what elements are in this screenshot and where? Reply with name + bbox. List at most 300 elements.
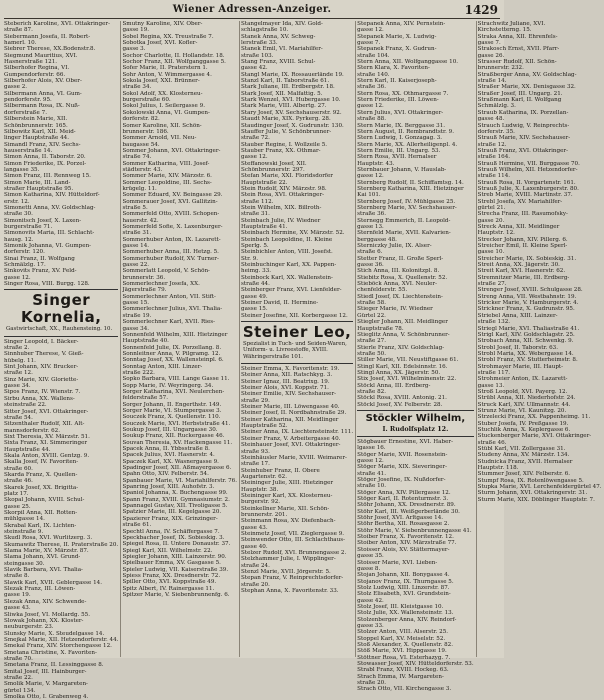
ad-name: Singer Kornelia,	[20, 291, 102, 327]
directory-entry: gasse 7.	[357, 40, 381, 47]
directory-entry: Sommerlechner Karl, XVII. Ries-	[122, 319, 216, 326]
directory-entry: Strebl Josefa, XV. Mariahilfer-	[477, 198, 563, 205]
directory-entry: Spanring Josef, XIII. Auhofstr. 3.	[122, 484, 215, 491]
directory-entry: Stojanov Franz, IX. Thurngasse 5.	[357, 578, 454, 585]
directory-entry: straße 31.	[241, 211, 270, 218]
directory-entry: Stoisser Marie, XVI. Lieben-	[357, 559, 438, 566]
directory-entry: Stübl Karl, VII. Zollergasse 31.	[477, 446, 566, 453]
directory-entry: gasse 42.	[241, 65, 268, 72]
directory-entry: Steiner Alois, XVI. Koppstr. 71.	[241, 385, 329, 392]
directory-entry: gasse 13.	[477, 382, 505, 389]
directory-entry: straße 30.	[4, 211, 33, 218]
directory-entry: Stern Emilie, III. Ungarg. 53.	[357, 147, 441, 154]
directory-entry: straße 114.	[477, 173, 511, 180]
directory-entry: Strohmeier Anton, IX. Lazarett-	[477, 376, 568, 383]
directory-entry: straße 29.	[241, 397, 270, 404]
directory-entry: Stöhr Johann, XX. Dresdnerstr. 89.	[357, 502, 456, 509]
directory-entry: burgerstraße 71.	[4, 224, 53, 230]
directory-entry: Strenger Josef, XVIII. Schulgasse 28.	[477, 287, 583, 294]
directory-entry: Stangelmayer Ida, XIV. Gold-	[241, 21, 323, 27]
directory-entry: Sommer Leopoldine, III. Sechs-	[122, 179, 212, 186]
directory-entry: Spahn Otto, XIV. Felberstr. 54.	[122, 471, 209, 478]
directory-entry: gasse 25.	[4, 503, 31, 510]
directory-entry: Steinhäusler Marie, XVIII. Weimarer-	[241, 454, 347, 461]
directory-entry: Kai 101.	[357, 192, 381, 199]
directory-entry: straße 36.	[357, 84, 387, 91]
directory-entry: Spiegel Rosa, II. Untere Donaustr. 37.	[122, 541, 231, 548]
directory-entry: brunnerstr. 36.	[122, 274, 166, 281]
directory-entry: Stieger Marie, IV. Wiedner	[357, 306, 433, 313]
directory-entry: Strauß Hermine, VII. Burggasse 70.	[477, 160, 580, 167]
directory-entry: Silbowitz Karl, XII. Meid-	[4, 128, 76, 135]
directory-entry: Stanzl Karl, II. Taborstraße 61.	[241, 78, 330, 85]
directory-entry: Sommer Eduard, XV. Beingasse 29.	[122, 192, 223, 199]
directory-entry: gürtel 21.	[477, 204, 506, 211]
directory-entry: Spaniol Johanna, X. Buchengasse 99.	[122, 490, 228, 497]
directory-entry: lerstraße 33.	[241, 40, 278, 47]
directory-entry: Strach Emma, IV. Margareten-	[357, 673, 444, 680]
directory-entry: berggasse 48.	[357, 236, 397, 243]
directory-entry: Skarda Franz, X. Quellen-	[4, 471, 78, 478]
directory-entry: gasse 19.	[122, 27, 150, 34]
directory-entry: Streit Karl, XVI. Hasnerstr. 62.	[477, 268, 566, 275]
directory-entry: gasse 2.	[4, 84, 28, 91]
directory-entry: Studnicka Franz, XVII. Hernalser	[477, 458, 573, 465]
directory-entry: Stiedl Josef, IX. Liechtenstein-	[357, 293, 443, 300]
directory-entry: Stolz Elisabeth, XVI. Grundstein-	[357, 591, 451, 598]
directory-entry: Sint Johann, XIV. Brucker-	[4, 364, 79, 371]
directory-entry: Stern Rosa, XX. Othmargasse 7.	[357, 90, 449, 97]
directory-entry: straße 12.	[4, 370, 33, 377]
directory-entry: gürtel 134.	[4, 687, 36, 694]
directory-entry: Strzelecki Franz, XX. Pappenheimg. 11.	[477, 414, 591, 421]
directory-entry: Stögbauer Ernestine, XVI. Haber-	[357, 438, 453, 445]
directory-entry: Sohr Anton, V. Wimmergasse 4.	[122, 71, 212, 78]
directory-entry: straße 74.	[122, 154, 152, 161]
directory-entry: Sommerhuber Anna, III. Hetzg. 5.	[122, 249, 219, 256]
directory-entry: Steiner Marie, III. Löwengasse 40.	[241, 404, 340, 411]
directory-entry: Strabl Franz, XVIII. Hockeg. 63.	[357, 667, 449, 674]
directory-entry: straße 58.	[357, 300, 387, 307]
directory-entry: Smejkal Marie, XII. Hetzendorferstr. 44.	[4, 636, 119, 643]
directory-entry: Smekal Franz, XIV. Storchengasse 12.	[4, 643, 112, 650]
directory-entry: Siebermann Josefa, II. Robert-	[4, 33, 91, 40]
directory-entry: Sommerlechner Josefa, XX.	[122, 281, 200, 288]
directory-entry: gasse 12.	[357, 173, 384, 180]
directory-entry: Stepan Franz, V. Reinprechtsdorfer-	[241, 575, 344, 582]
directory-entry: Sochor Franz, XII. Wolfganggasse 5.	[122, 59, 226, 66]
directory-entry: Slowak Johann, XX. Kloster-	[4, 617, 84, 624]
directory-entry: Sperlg. 5.	[241, 243, 269, 250]
directory-entry: Streit Anna, XX. Jägerstr. 30.	[477, 262, 560, 269]
directory-entry: straße 72.	[241, 135, 270, 142]
directory-entry: Spechtl Anna, IV. Schäffergasse 7.	[122, 528, 220, 535]
directory-entry: Stenzl Marie, XVII. Jörgerstr. 5.	[241, 569, 331, 576]
directory-entry: Striebel Anna, XIII. Lainzer-	[477, 312, 558, 319]
directory-entry: Stierle Franz, XIV. Goldschlag-	[357, 344, 445, 351]
directory-entry: Strauß Julie, X. Laxenburgerstr. 80.	[477, 185, 579, 192]
directory-entry: gasse 12.	[357, 103, 384, 110]
directory-entry: krügelg. 11.	[122, 185, 157, 192]
directory-entry: Strachwitz Juliane, XVI.	[477, 21, 546, 27]
directory-entry: brunnerstr. 232.	[477, 65, 524, 72]
directory-entry: Stefan Marie, XXI. Floridsdorfer	[241, 173, 333, 180]
directory-entry: gasse 34.	[122, 325, 150, 332]
directory-entry: Sterniczky Julie, IX. Alser-	[357, 243, 432, 250]
directory-entry: straße 70.	[4, 655, 33, 662]
directory-entry: Straßer Josef, III. Ungarg. 21.	[477, 90, 563, 97]
directory-entry: Spacek Anna, II. Ybbsstraße 8.	[122, 446, 210, 453]
directory-entry: Schmälzlg. 3.	[477, 103, 516, 110]
directory-entry: Sinz Marie, XIV. Gloriette-	[4, 376, 79, 383]
directory-entry: gasse 34.	[4, 383, 31, 390]
directory-entry: Hauptstr. 43.	[357, 160, 395, 167]
directory-entry: Sommer Johann, XVI. Ottakringer-	[122, 147, 221, 154]
directory-entry: Skalla Josef, IV. Favoriten-	[4, 459, 79, 466]
directory-entry: Sinnhuber Therese, V. Gieß-	[4, 351, 84, 358]
directory-entry: straße 12.	[477, 141, 507, 148]
directory-entry: Slavik Barbara, XVI. Thalia-	[4, 567, 83, 574]
directory-entry: Sliwka Josef, VI. Mollardg. 55.	[4, 611, 91, 618]
directory-entry: Strobl Franz, XV. Stutterheimstr. 8.	[477, 357, 578, 364]
directory-entry: straße 112.	[241, 198, 274, 205]
directory-entry: straße 24.	[241, 562, 270, 569]
directory-entry: Stanek Emil, VI. Mariahilfer-	[241, 46, 323, 53]
directory-entry: Sommerauer Josef, XVI. Gallitzin-	[122, 198, 218, 205]
directory-entry: Sinkovits Franz, XV. Feld-	[4, 268, 77, 275]
directory-entry: gasse 48.	[477, 116, 505, 123]
directory-entry: straße 41.	[357, 470, 387, 477]
directory-entry: straße 103.	[241, 52, 274, 59]
directory-entry: Sonntag Anton, XIII. Linzer-	[122, 363, 203, 370]
directory-entry: Steiner Katharina, XII. Meidlinger	[241, 416, 339, 423]
directory-entry: Steinbach Leopoldine, II. Kleine	[241, 236, 333, 243]
directory-entry: Stöhr Marie, V. Siebenbrunnengasse 41.	[357, 527, 472, 534]
directory-entry: Sturm Johann, XVI. Ottakringerstr. 31.	[477, 490, 588, 497]
directory-entry: straße 10.	[357, 483, 387, 490]
directory-entry: Steinmetz Josef, VII. Zieglergasse 9.	[241, 530, 345, 537]
directory-entry: Sommerfeld Sofie, X. Laxenburger-	[122, 224, 223, 230]
directory-entry: straße 46.	[4, 478, 33, 485]
column-1	[4, 21, 121, 700]
directory-entry: Silberhofer Alois, XV. Ober-	[4, 78, 82, 85]
directory-entry: Stöckl Josef, XV. Felberstr. 28.	[357, 401, 443, 408]
directory-entry: Skopal Johann, XVIII. Schul-	[4, 497, 85, 504]
directory-entry: Str. 9.	[241, 255, 259, 262]
directory-entry: Strobach Anna, XII. Schwenkg. 9.	[477, 338, 574, 345]
directory-entry: Sonnleitner Anna, V. Pilgramg. 12.	[122, 350, 221, 357]
directory-entry: gasse 10.	[477, 249, 505, 256]
directory-entry: Sommerhuber Anton, IX. Lazarett-	[122, 236, 221, 243]
directory-entry: Stangl Marie, IX. Rossauerlände 19.	[241, 71, 344, 78]
directory-entry: Stern Karl, II. Kaiserjoseph-	[357, 78, 437, 85]
directory-entry: Slama Johann, XVI. Grund-	[4, 554, 81, 561]
directory-entry: Stetter Franz, II. Große Sperl-	[357, 255, 444, 262]
directory-entry: dorferstr. 120.	[4, 249, 45, 256]
directory-entry: Stark Wenzel, XVI. Hubergasse 10.	[241, 97, 341, 104]
directory-entry: mannsdorferstr. 62.	[4, 427, 61, 434]
directory-entry: hauserstraße 14.	[4, 147, 53, 154]
directory-entry: Silberstein Marie, XII.	[4, 116, 68, 123]
directory-entry: dorferstr. 82.	[122, 116, 160, 123]
directory-entry: Steinkellner Marie, XII. Schön-	[241, 505, 330, 512]
directory-entry: Stingl Anna, XX. Jägerstr. 50.	[357, 369, 441, 376]
directory-entry: Soukup Josef, III. Ungargasse 30.	[122, 427, 218, 433]
directory-entry: Silberhofer Regina, VI.	[4, 65, 70, 72]
advertisement-steiner	[241, 321, 353, 364]
directory-entry: Steiner Franz, V. Arbeitergasse 40.	[241, 435, 341, 442]
directory-entry: Slama Marie, XV. Märzstr. 87.	[4, 548, 89, 555]
directory-entry: Stein Rudolf, XIV. Märzstr. 98.	[241, 185, 327, 192]
directory-entry: Sorger Johann, II. Engerthstr. 149.	[122, 401, 222, 408]
directory-entry: Sonntag Josef, XX. Wallensteinpl. 6.	[122, 357, 224, 364]
directory-entry: gasse 43.	[241, 524, 268, 531]
directory-entry: gasse 42.	[357, 597, 384, 604]
directory-entry: Stummer Josef, XIV. Felberstr. 6.	[477, 471, 571, 478]
directory-entry: Skudl Rosa, XVI. Wurlitzerg. 3.	[4, 535, 93, 542]
directory-entry: Simon Friederike, IX. Porzel-	[4, 160, 87, 167]
directory-entry: Steinberger Franz, XVI. Lienfelder-	[241, 287, 342, 294]
directory-entry: Skala Anton, XVIII. Gentzg. 9.	[4, 452, 90, 459]
directory-entry: Stöß Marie, XVI. Hippgasse 19.	[357, 648, 447, 655]
directory-entry: Sommerhuber Rudolf, XV. Turner-	[122, 255, 219, 262]
directory-entry: Steinbock Karl, XX. Wallenstein-	[241, 274, 333, 281]
directory-entry: Sixta Franz, XI. Simmeringer	[4, 440, 88, 447]
directory-entry: straße 5.	[122, 204, 148, 211]
directory-entry: Sommerfeld Otto, XVIII. Schopen-	[122, 211, 220, 218]
directory-entry: Straub Katharina, IX. Porzellan-	[477, 109, 569, 116]
directory-entry: straße 31.	[122, 230, 152, 237]
directory-entry: Studeny Anna, XV. Märzstr. 134.	[477, 452, 570, 459]
directory-entry: Steinmann Rosa, XV. Diefenbach-	[241, 518, 336, 525]
directory-entry: gasse 12.	[241, 154, 268, 161]
directory-entry: Steinbuchinger Karl, XX. Pappen-	[241, 262, 337, 269]
directory-entry: straße 93.	[241, 448, 270, 455]
directory-entry: Stöckl Anna, III. Erdberg-	[357, 382, 431, 389]
directory-entry: Stöhr Bertha, XII. Rosasgasse 2.	[357, 521, 450, 528]
directory-entry: Sochor Charlotte, II. Hollandstr. 18.	[122, 52, 225, 59]
directory-entry: Slawik Karl, XVII. Geblergasse 14.	[4, 579, 103, 586]
directory-entry: Sokol Adolf, XX. Klosterneu-	[122, 90, 203, 97]
ad-text: Gastwirtschaft, XX., Rauhensteing. 10.	[6, 326, 113, 333]
directory-entry: Stöhr Josef, XVI. Arltgasse 14.	[357, 515, 444, 522]
directory-entry: Stauber Franz, XX. Othmar-	[241, 147, 321, 154]
directory-entry: Sipos Franz, IV. Wienstr. 7.	[4, 389, 81, 396]
directory-entry: Silbermann Rosa, IX. Nuß-	[4, 103, 80, 110]
directory-entry: Spitz Albert, IV. Rainergasse 11.	[122, 585, 215, 592]
directory-entry: Schmälzlg. 17.	[4, 262, 46, 269]
directory-entry: straße 8.	[4, 573, 30, 580]
directory-entry: Smolka Otto, I. Grabenweg 4.	[4, 693, 89, 700]
directory-entry: Smutny Karoline, XIV. Ober-	[122, 21, 203, 27]
ad-name: Stöckler Wilhelm,	[365, 412, 466, 424]
directory-entry: Strach Otto, VII. Kirchengasse 3.	[357, 686, 452, 693]
directory-entry: Sobel Regina, XX. Treustraße 7.	[122, 33, 214, 40]
directory-entry: Strauß Marie, XIV. Sechshauser-	[477, 135, 571, 142]
directory-entry: Stark Marie, VIII. Albertg. 27.	[241, 103, 327, 110]
directory-entry: Stauber Regine, I. Wollzeile 5.	[241, 141, 328, 148]
directory-entry: Simon Franz, III. Rennweg 15.	[4, 173, 91, 180]
directory-entry: gasse 36.	[357, 262, 384, 269]
directory-entry: Stepanek Franz, X. Gudrun-	[357, 46, 437, 53]
directory-entry: hauerstr. 42.	[122, 217, 159, 224]
directory-entry: Steinwender Otto, III. Schlachthaus-	[241, 537, 345, 544]
directory-entry: Stoisser Alois, XV. Stättermayer-	[357, 546, 450, 553]
directory-entry: Stuchlik Anna, X. Keplergasse 6.	[477, 427, 571, 433]
directory-entry: Strecker Johann, XIV. Pillerg. 6.	[477, 236, 568, 243]
directory-entry: Somer Karoline, XII. Schön-	[122, 122, 202, 129]
directory-entry: Steiner Ignaz, III. Beatrixg. 19.	[241, 378, 330, 385]
directory-entry: heimg. 33.	[241, 268, 272, 275]
directory-entry: straße 88.	[357, 116, 387, 123]
directory-entry: straße 20.	[241, 581, 270, 588]
directory-entry: Sommer Marie, XIV. Märzstr. 6.	[122, 173, 212, 180]
directory-entry: gasse 35.	[357, 553, 384, 560]
directory-entry: neuburgerstr. 23.	[4, 624, 54, 631]
page-header	[4, 4, 500, 19]
directory-entry: gasse 3.	[122, 46, 146, 53]
directory-entry: dorferstr. 35.	[477, 128, 515, 135]
directory-entry: straße 87.	[4, 27, 33, 34]
directory-entry: Strasser Rudolf, XII. Schön-	[477, 59, 557, 66]
directory-entry: Stricker Marie, V. Hamburgerstr. 4.	[477, 300, 579, 307]
directory-entry: Sturm Marie, XIX. Döblinger Hauptstr. 7.	[477, 496, 595, 503]
directory-entry: burgerstraße 60.	[122, 97, 171, 104]
directory-entry: Spatzier Marie, III. Kegelgasse 20.	[122, 509, 222, 516]
directory-entry: Spiller Otto, XVI. Koppstraße 49.	[122, 579, 217, 586]
directory-entry: Stöger Marie, XVII. Rosenstein-	[357, 451, 448, 458]
directory-entry: Spazierer Franz, XIX. Grinzinger-	[122, 515, 218, 522]
directory-entry: Stern Anna, XII. Wolfganggasse 10.	[357, 59, 459, 66]
directory-entry: straße 117.	[477, 369, 511, 376]
directory-entry: Stupka Marie, XVI. Lerchenfeldergürtel 47.	[477, 484, 602, 491]
directory-entry: Steinbach Hermine, XV. Märzstr. 52.	[241, 230, 345, 237]
directory-entry: Gumpendorferstr. 66.	[4, 71, 66, 78]
directory-entry: Spiegler Johann, XIII. Lainzerstr. 90.	[122, 553, 227, 560]
directory-entry: straße 82.	[357, 388, 387, 395]
column-3	[241, 21, 356, 657]
directory-entry: Steininger Karl, XX. Klosterneu-	[241, 492, 333, 499]
directory-entry: gasse 19.	[4, 592, 31, 599]
directory-entry: steinstraße 22.	[4, 402, 47, 409]
directory-entry: steinstraße 9.	[4, 529, 44, 536]
directory-entry: Spanbauer Marie, VI. Mariahilferstr. 76.	[122, 477, 237, 484]
directory-entry: gasse 15.	[241, 306, 268, 313]
directory-entry: gasse 8.	[357, 565, 381, 572]
directory-entry: Simonik Johanna, VI. Gumpen-	[4, 243, 92, 250]
page-number: 1429	[464, 3, 498, 17]
directory-entry: Spaczek Karl, XX. Wasnergasse 9.	[122, 458, 219, 465]
directory-entry: Stary Josef, XV. Sechshauserstr. 92.	[241, 109, 342, 116]
directory-entry: Stöger Karl, II. Rotenturmstr. 3.	[357, 496, 449, 503]
directory-entry: gasse 12.	[4, 274, 31, 281]
directory-entry: platz 17.	[4, 490, 29, 497]
directory-entry: Steinhuber Franz, II. Obere	[241, 467, 320, 474]
directory-entry: Stich Anna, III. Kolonitzpl. 8.	[357, 268, 440, 275]
directory-entry: gasse 26.	[477, 52, 505, 59]
ad-address: I. Rudolfsplatz 12.	[382, 424, 449, 433]
directory-entry: gasse 7.	[477, 40, 501, 47]
directory-entry: Hauptstraße 22.	[241, 179, 288, 186]
directory-entry: gasse 13.	[357, 224, 384, 230]
directory-entry: Stremnitzer Marie, III. Erdberg-	[477, 274, 570, 281]
directory-entry: straße 222.	[122, 369, 155, 376]
directory-entry: Striegl Marie, XVI. Thaliastraße 41.	[477, 325, 580, 332]
directory-entry: Sternfeld Marie, XVII. Kalvarien-	[357, 230, 451, 237]
directory-entry: straße 46.	[477, 439, 507, 446]
directory-entry: Streb Marie, XVIII. Martinstr. 37.	[477, 192, 573, 199]
directory-entry: Streck Anna, XII. Meidlinger	[477, 224, 560, 230]
directory-entry: Stieglitz Anna, V. Schönbrunner-	[357, 331, 450, 338]
directory-entry: Stöhr Karl, III. Weißgerberlände 30.	[357, 508, 460, 515]
directory-entry: Steiner Anna, IX. Liechtensteinstr. 111.	[241, 429, 354, 436]
directory-entry: Slunsky Marie, X. Steudelgasse 14.	[4, 630, 105, 637]
directory-entry: baugasse 54.	[122, 141, 160, 148]
directory-entry: Straßberger Anna, XV. Goldschlag-	[477, 71, 577, 78]
directory-entry: Hauptstraße 52.	[241, 423, 288, 430]
column-2	[122, 21, 240, 657]
directory-entry: Strübl Anna, XII. Niederhofstr. 24.	[477, 395, 576, 402]
directory-entry: Stowasser Josef, XIV. Hütteldorferstr. 53.	[357, 661, 474, 667]
directory-entry: straße 2.	[4, 345, 30, 352]
directory-entry: Sitzenthaler Rudolf, XII. Alt-	[4, 421, 85, 428]
directory-entry: Sokolowski Anna, VI. Gumpen-	[122, 109, 210, 116]
directory-entry: Strobl Josef, II. Taborstr. 63.	[477, 344, 558, 351]
directory-entry: Stingl Karl, XII. Edelsinnstr. 16.	[357, 363, 448, 370]
directory-entry: linger Hauptstraße 44.	[4, 135, 70, 142]
directory-entry: lgasse 16.	[357, 445, 386, 452]
directory-entry: straße 22.	[4, 674, 33, 681]
directory-entry: Steiner David, II. Hermine-	[241, 300, 319, 307]
directory-entry: straße 132.	[477, 319, 511, 326]
directory-entry: Stolz Josef, III. Kleistgasse 10.	[357, 603, 444, 610]
directory-entry: Steiner Josefine, XII. Korbergasse 12.	[241, 312, 348, 319]
directory-entry: Silbermann Anna, VI. Gum-	[4, 90, 82, 97]
directory-entry: Stern August, II. Rembrandtstr. 9.	[357, 128, 454, 135]
directory-entry: Schönbrunnerstr. 297.	[241, 166, 305, 173]
directory-entry: Stieböck Anna, XVI. Neuler-	[357, 281, 437, 288]
directory-entry: straße 44.	[241, 281, 270, 288]
directory-entry: straße 104.	[357, 52, 390, 59]
directory-entry: Sobotka Josef, XVI. Kofler-	[122, 40, 198, 47]
directory-entry: Stephan Anna, X. Favoritenstr. 33.	[241, 588, 339, 595]
directory-entry: Skorpil Anna, XII. Rotten-	[4, 510, 78, 517]
directory-entry: Strickner Franz, X. Gudrunstr. 95.	[477, 306, 575, 313]
directory-entry: Stepanek Anna, XIV. Pernstein-	[357, 21, 446, 27]
directory-entry: hausg. 12.	[4, 236, 34, 243]
directory-entry: gasse 12.	[357, 27, 384, 34]
directory-entry: Soukup Franz, XII. Ruckergasse 46.	[122, 433, 225, 440]
directory-entry: Sommer Katharina, VIII. Josef-	[122, 160, 210, 167]
directory-entry: Simon Anna, II. Taborstr. 20.	[4, 154, 86, 161]
directory-entry: straße 36.	[357, 211, 387, 218]
directory-entry: erstr. 12.	[4, 198, 30, 205]
directory-entry: Steiner Emilie, XIV. Sechshauser-	[241, 391, 337, 398]
directory-entry: steingasse 30.	[4, 560, 45, 567]
directory-entry: Siebrer Therese, XX.Bodenstr.8.	[4, 46, 96, 53]
directory-entry: Staudt Marie, XIX. Pyrkerg. 28.	[241, 116, 331, 123]
directory-entry: Stuckenberger Marie, XVI. Ottakringer-	[477, 433, 592, 440]
directory-entry: Sorger Katharina, XVI. Neulerchen-	[122, 388, 225, 395]
directory-entry: Slezak Anna, XIV. Schwende-	[4, 598, 87, 605]
directory-entry: Stolzenberger Anna, XIV. Reindorf-	[357, 616, 457, 623]
directory-entry: Strauch Ludwig, V. Reinprechts-	[477, 122, 570, 129]
directory-entry: Stepanek Marie, X. Ludwig-	[357, 33, 437, 40]
directory-entry: gasse 43.	[4, 605, 31, 612]
directory-entry: Steinhauer Josef, XVI. Ottakringer-	[241, 442, 341, 449]
directory-entry: Hauptstr. 12.	[477, 230, 515, 237]
directory-entry: Hauptstr. 118.	[477, 465, 519, 472]
